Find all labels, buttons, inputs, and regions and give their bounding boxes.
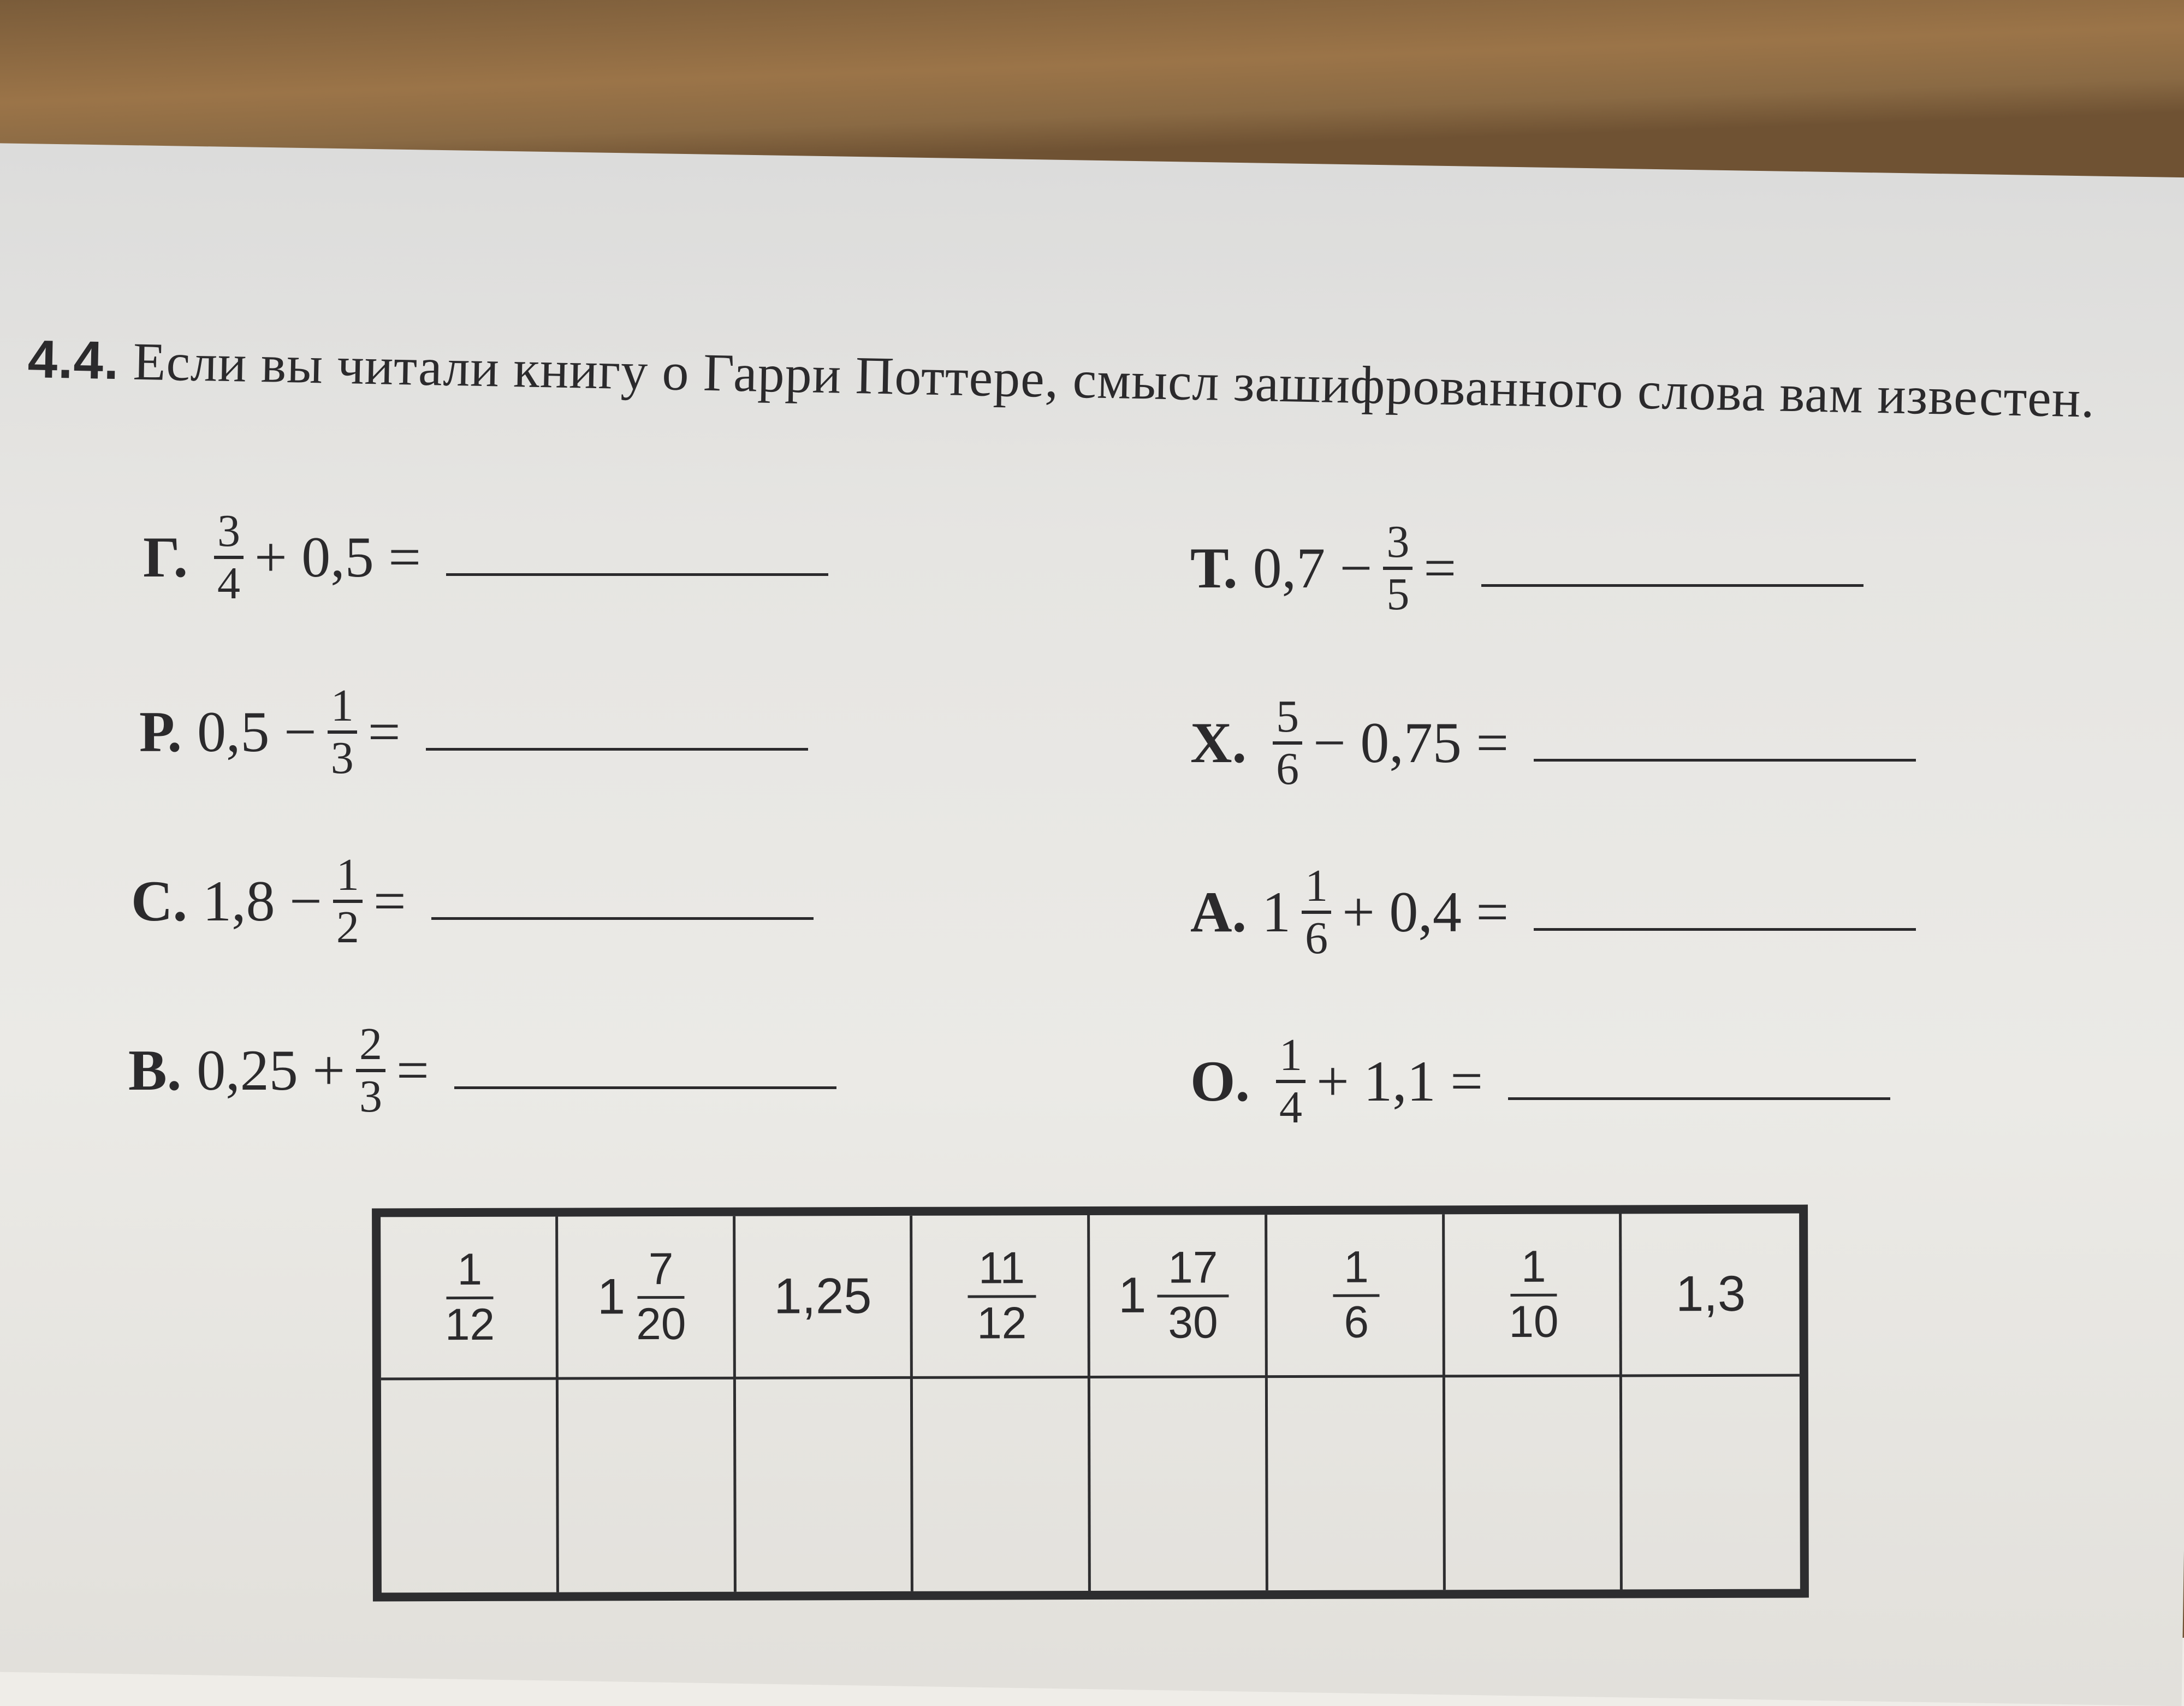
answer-letter-cell[interactable] (381, 1380, 559, 1593)
equation-fraction (1302, 860, 1331, 964)
equation-post: = (367, 700, 401, 764)
answer-letter-cell[interactable] (1268, 1377, 1446, 1590)
answer-table (372, 1205, 1809, 1602)
answer-blank-g[interactable] (446, 539, 828, 576)
equation-o (1190, 1032, 1890, 1131)
answer-blank-a[interactable] (1534, 894, 1916, 931)
denominator: 4 (1279, 1082, 1302, 1133)
table-header-cell (1090, 1215, 1268, 1378)
equation-letter: С. (131, 869, 188, 933)
equation-pre: 1 (1262, 880, 1291, 944)
table-header-cell (912, 1215, 1090, 1379)
cell-fraction (1157, 1243, 1229, 1347)
numerator: 17 (1157, 1243, 1228, 1297)
equation-fraction (328, 682, 357, 782)
table-header-cell (381, 1217, 559, 1381)
denominator: 12 (977, 1298, 1027, 1348)
numerator: 1 (1333, 1243, 1380, 1297)
denominator: 10 (1509, 1297, 1559, 1347)
numerator: 1 (328, 682, 357, 734)
equation-letter: А. (1190, 880, 1247, 944)
equation-g (143, 508, 828, 607)
table-header-cell (1445, 1214, 1623, 1377)
equation-post: + 0,4 = (1342, 880, 1509, 944)
numerator: 7 (638, 1245, 685, 1299)
answer-blank-r[interactable] (426, 714, 808, 751)
equation-post: = (373, 869, 406, 933)
equation-post: − 0,75 = (1313, 711, 1509, 775)
equation-s (131, 849, 814, 953)
equation-fraction (1383, 516, 1413, 620)
cell-fraction (1509, 1242, 1559, 1346)
task-number: 4.4. (27, 328, 120, 391)
cell-fraction (1333, 1243, 1380, 1347)
denominator: 12 (444, 1299, 495, 1350)
numerator: 11 (968, 1244, 1036, 1298)
table-header-cell (558, 1216, 736, 1380)
equation-fraction (333, 849, 363, 953)
answer-letter-cell[interactable] (1622, 1377, 1800, 1590)
answer-letter-cell[interactable] (559, 1380, 737, 1592)
numerator: 1 (333, 852, 363, 903)
equation-v (128, 1021, 836, 1120)
equation-fraction (214, 508, 244, 607)
equation-letter: Р. (139, 700, 182, 764)
answer-letter-cell[interactable] (913, 1378, 1091, 1591)
equation-pre: 1,8 − (203, 869, 322, 933)
equation-pre: 0,7 − (1253, 536, 1373, 600)
whole-part: 1 (1118, 1267, 1147, 1323)
answer-blank-o[interactable] (1508, 1063, 1890, 1100)
equation-letter: В. (128, 1038, 182, 1102)
answer-blank-s[interactable] (431, 883, 814, 920)
answer-blank-t[interactable] (1481, 550, 1863, 587)
denominator: 5 (1386, 569, 1410, 620)
denominator: 30 (1168, 1297, 1218, 1348)
denominator: 4 (217, 558, 240, 609)
equation-a (1190, 860, 1916, 964)
equation-letter: Г. (143, 525, 188, 589)
denominator: 3 (359, 1071, 382, 1122)
cell-value: 1,25 (774, 1268, 872, 1324)
table-header-cell (735, 1216, 913, 1380)
equation-letter: Х. (1190, 711, 1247, 775)
numerator: 2 (356, 1021, 385, 1072)
equation-pre: 0,25 + (197, 1038, 345, 1102)
numerator: 1 (446, 1245, 493, 1299)
answer-letter-cell[interactable] (1445, 1377, 1623, 1590)
equation-t (1190, 516, 1863, 620)
equation-post: + 1,1 = (1316, 1049, 1483, 1113)
equation-r (139, 682, 808, 782)
cell-value: 1,3 (1676, 1265, 1746, 1322)
denominator: 3 (330, 733, 354, 783)
task-text: Если вы читали книгу о Гарри Поттере, смысл зашифрованного слова вам известен. (132, 332, 2096, 429)
numerator: 3 (1383, 519, 1413, 570)
denominator: 6 (1305, 913, 1328, 964)
answer-blank-kh[interactable] (1534, 725, 1916, 762)
equation-fraction (356, 1021, 385, 1120)
table-header-cell (1622, 1214, 1800, 1377)
answer-blank-v[interactable] (454, 1053, 836, 1089)
cell-fraction (636, 1245, 686, 1349)
equation-fraction (1273, 693, 1302, 793)
numerator: 1 (1510, 1242, 1557, 1296)
cell-fraction (445, 1245, 495, 1349)
answer-letter-cell[interactable] (735, 1379, 913, 1592)
cell-fraction (968, 1244, 1036, 1348)
denominator: 20 (636, 1299, 686, 1349)
equation-post: + 0,5 = (254, 525, 422, 589)
equation-kh (1190, 693, 1916, 793)
denominator: 6 (1276, 744, 1299, 794)
denominator: 6 (1344, 1297, 1369, 1347)
equation-fraction (1276, 1032, 1305, 1131)
denominator: 2 (336, 902, 359, 953)
numerator: 3 (214, 508, 244, 559)
whole-part: 1 (597, 1268, 626, 1324)
equation-post: = (396, 1038, 429, 1102)
numerator: 5 (1273, 693, 1302, 745)
equation-letter: Т. (1190, 536, 1238, 600)
numerator: 1 (1302, 863, 1331, 914)
numerator: 1 (1276, 1032, 1305, 1083)
table-header-cell (1267, 1214, 1445, 1378)
answer-letter-cell[interactable] (1090, 1378, 1268, 1591)
equation-pre: 0,5 − (197, 700, 317, 764)
equation-post: = (1423, 536, 1457, 600)
equation-letter: О. (1190, 1049, 1250, 1113)
